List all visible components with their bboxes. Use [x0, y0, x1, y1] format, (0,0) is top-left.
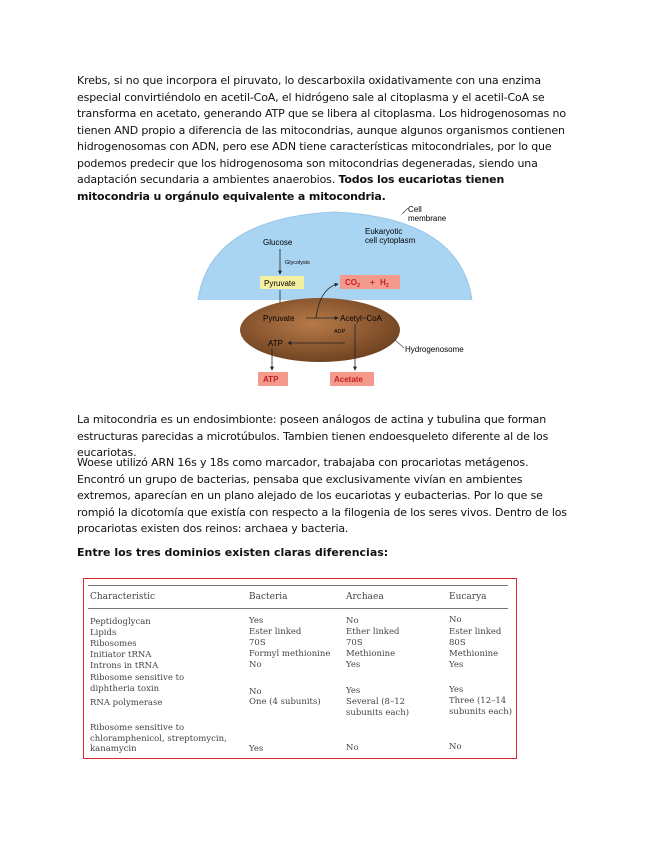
- paragraph-endosymbiont: La mitocondria es un endosimbionte: poseen análogos de actina y tubulina que forman estructuras parecidas a microtúbulos. Tambien tienen endoesqueleto diferente al de los eucariotas.: [77, 413, 549, 459]
- cytoplasm-label-1: Eukaryotic: [365, 227, 403, 236]
- hydrogenosome-label: Hydrogenosome: [405, 345, 464, 354]
- row-rna-polymerase-eucarya: Three (12–14 subunits each): [449, 696, 513, 717]
- row-diphtheria-eucarya: Yes: [449, 685, 464, 695]
- acetyl-coa-label: Acetyl~CoA: [340, 314, 383, 323]
- paragraph-woese: Woese utilizó ARN 16s y 18s como marcador, trabajaba con procariotas metágenos. Encontró un grupo de bacterias, pensaba que exclusivamente vivían en ambientes extremos, aparecían en un plano alejado de los eucariotas y eubacterias. Por lo que se rompió la dicotomía que existía con respecto a la filogenia de los seres vivos. Dentro de los procariotas existen dos reinos: archaea y bacteria.: [77, 456, 567, 535]
- row-lipids-archaea: Ether linked: [346, 627, 400, 637]
- table-top-rule: [88, 585, 508, 586]
- row-peptidoglycan-label: Peptidoglycan: [90, 617, 151, 627]
- glucose-label: Glucose: [263, 238, 293, 247]
- header-characteristic: Characteristic: [90, 592, 156, 602]
- row-lipids-eucarya: Ester linked: [449, 627, 502, 637]
- row-chloramphenicol-eucarya: No: [449, 742, 462, 752]
- paragraph-krebs-bold: Todos los eucariotas tienen mitocondria u orgánulo equivalente a mitocondria.: [77, 173, 505, 203]
- row-peptidoglycan-archaea: No: [346, 616, 359, 626]
- plus-label: +: [370, 278, 375, 287]
- cell-membrane-label-1: Cell: [408, 205, 422, 214]
- row-peptidoglycan-bacteria: Yes: [249, 616, 264, 626]
- row-initiator-trna-archaea: Methionine: [346, 649, 396, 659]
- header-archaea: Archaea: [346, 592, 384, 602]
- row-initiator-trna-bacteria: Formyl methionine: [249, 649, 331, 659]
- domains-comparison-table: [83, 578, 517, 759]
- h2-label: $H_2$: [380, 278, 389, 289]
- co2-label: $CO_2$: [345, 278, 361, 289]
- row-chloramphenicol-archaea: No: [346, 743, 359, 753]
- pyruvate-top-label: Pyruvate: [264, 279, 296, 288]
- header-bacteria: Bacteria: [249, 592, 288, 602]
- paragraph-krebs: [77, 73, 577, 205]
- domains-heading: Entre los tres dominios existen claras diferencias:: [77, 546, 389, 559]
- row-rna-polymerase-label: RNA polymerase: [90, 698, 163, 708]
- cell-membrane-label-2: membrane: [408, 214, 447, 223]
- row-peptidoglycan-eucarya: No: [449, 615, 462, 625]
- acetate-box-label: Acetate: [334, 375, 363, 384]
- row-introns-archaea: Yes: [346, 660, 361, 670]
- row-diphtheria-label: Ribosome sensitive to diphtheria toxin: [90, 673, 185, 694]
- row-chloramphenicol-bacteria: Yes: [249, 744, 264, 754]
- row-ribosomes-archaea: 70S: [346, 638, 363, 648]
- atp-inner-label: ATP: [268, 339, 283, 348]
- row-rna-polymerase-bacteria: One (4 subunits): [249, 697, 321, 707]
- row-rna-polymerase-archaea: Several (8–12 subunits each): [346, 697, 410, 718]
- hydrogenosome-organelle: [240, 298, 400, 362]
- header-eucarya: Eucarya: [449, 592, 487, 602]
- row-diphtheria-bacteria: No: [249, 687, 262, 697]
- row-diphtheria-archaea: Yes: [346, 686, 361, 696]
- row-introns-eucarya: Yes: [449, 660, 464, 670]
- adp-label: ADP: [334, 329, 346, 335]
- table-header-rule: [88, 608, 508, 609]
- row-introns-bacteria: No: [249, 660, 262, 670]
- row-chloramphenicol-label: Ribosome sensitive to chloramphenicol, streptomycin, kanamycin: [90, 723, 227, 754]
- row-ribosomes-label: Ribosomes: [90, 639, 137, 649]
- row-initiator-trna-label: Initiator tRNA: [90, 650, 152, 660]
- row-ribosomes-eucarya: 80S: [449, 638, 466, 648]
- paragraph-krebs-text: Krebs, si no que incorpora el piruvato, lo descarboxila oxidativamente con una enzima especial convirtiéndolo en acetil-CoA, el hidrógeno sale al citoplasma y el acetil-CoA se transforma en acetato, generando ATP que se libera al citoplasma. Los hidrogenosomas no tienen AND propio a diferencia de las mitocondrias, aunque algunos organismos contienen hidrogenosomas con ADN, pero ese ADN tiene características mitocondriales, por lo que podemos predecir que los hidrogenosoma son mitocondrias degeneradas, siendo una adaptación secundaria a ambientes anaerobios.: [77, 74, 566, 186]
- row-initiator-trna-eucarya: Methionine: [449, 649, 499, 659]
- atp-box-label: ATP: [263, 375, 279, 384]
- row-lipids-bacteria: Ester linked: [249, 627, 302, 637]
- cytoplasm-region: [198, 212, 472, 300]
- row-introns-label: Introns in tRNA: [90, 661, 159, 671]
- hydrogenosome-diagram: [190, 200, 480, 395]
- row-ribosomes-bacteria: 70S: [249, 638, 266, 648]
- cytoplasm-label-2: cell cytoplasm: [365, 236, 416, 245]
- hydrogenosome-leader-line: [395, 340, 404, 348]
- pyruvate-inner-label: Pyruvate: [263, 314, 295, 323]
- row-lipids-label: Lipids: [90, 628, 117, 638]
- glycolysis-label: Glycolysis: [285, 260, 310, 266]
